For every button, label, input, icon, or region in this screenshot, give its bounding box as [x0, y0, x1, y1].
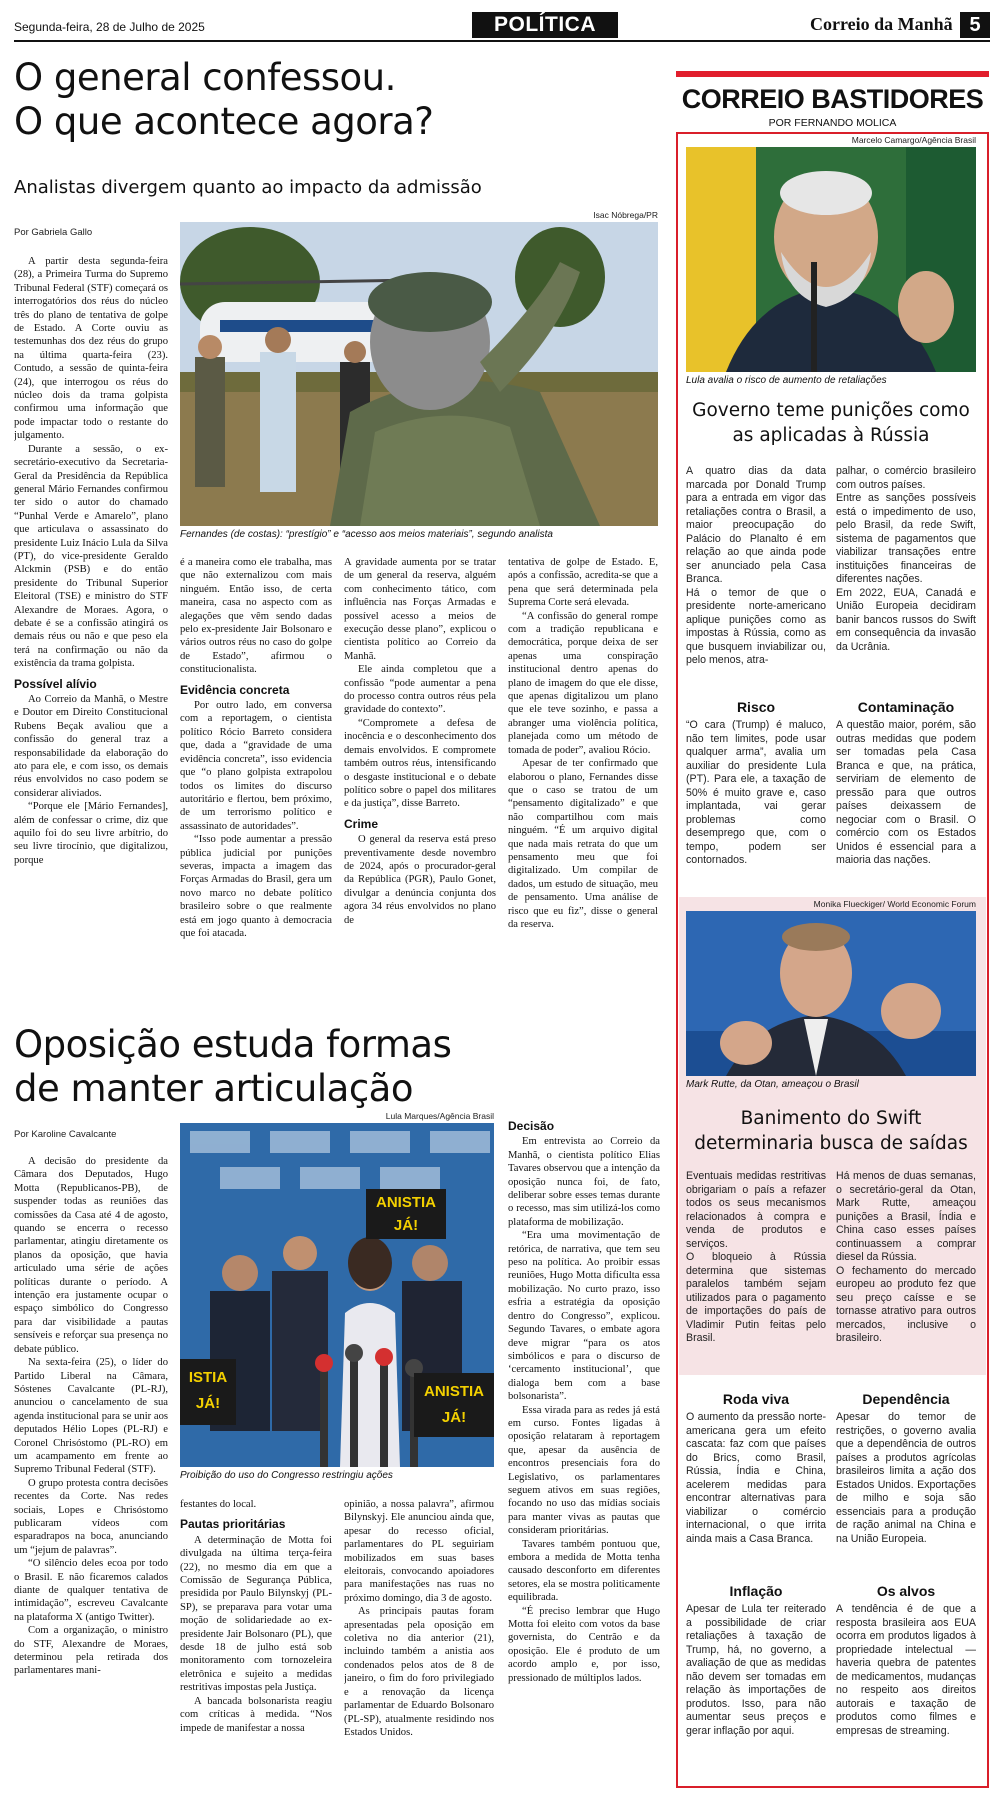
article2-column-4 — [508, 1120, 660, 1788]
subheading: Possível alívio — [14, 676, 97, 691]
article1-subtitle: Analistas divergem quanto ao impacto da admissão — [14, 177, 482, 198]
sidebar-photo2-caption: Mark Rutte, da Otan, ameaçou o Brasil — [686, 1079, 859, 1090]
paragraph: Por outro lado, em conversa com a reportagem, o cientista político Rócio Barreto considera que, dada a “gravidade de uma evidência concreta”, isso evidencia que “o plano golpista extrapolou todos os limites do discurso autoritário e flertou, bem próximo, de um terrorismo político e assassinato de autoridades”. — [180, 700, 332, 832]
subheading: Evidência concreta — [180, 682, 290, 697]
paragraph: A determinação de Motta foi divulgada na última terça-feira (22), no mesmo dia em que a Comissão de Segurança Pública, presidida por Paulo Bilynskyj (PL-SP), se preparava para votar uma moção de solidariedade ao ex-presidente Jair Bolsonaro (PL), que desde 18 de julho está sob monitoramento com tornozeleira eletrônica e sujeito a medidas restritivas impostas pela Justiça. — [180, 1534, 332, 1694]
paragraph: “O cara (Trump) é maluco, não tem limites, pode usar qualquer arma”, avalia um auxiliar do presidente Lula (PT). Para ele, a taxação de 50% é muito grave e, caso implantada, vai gerar problemas como desemprego que, com o tempo, podem ser contornados. — [686, 719, 826, 866]
article2-headline-line2: de manter articulação — [14, 1067, 413, 1110]
paragraph: Ele ainda completou que a confissão “pode aumentar a pena do processo contra outros réus pela gravidade do contexto”. — [344, 664, 496, 716]
paragraph: A questão maior, porém, são outras medidas que podem ser tomadas pela Casa Branca e que, na prática, serviriam de elemento de pressão para que outros países deixassem de negociar com o Brasil. O comércio com os Estados Unidos é essencial para a maioria das nações. — [836, 719, 976, 866]
paragraph: Há menos de duas semanas, o secretário-geral da Otan, Mark Rutte, ameaçou punições a Brasil, Índia e China caso esses países continuassem a comprar diesel da Rússia. — [836, 1170, 976, 1263]
sidebar-story2-title: Banimento do Swift determinaria busca de saídas — [694, 1108, 968, 1154]
page-number: 5 — [960, 12, 990, 38]
article2-headline-line1: Oposição estuda formas — [14, 1023, 452, 1066]
sidebar-contaminacao-text — [836, 719, 976, 889]
paragraph: palhar, o comércio brasileiro com outros países. — [836, 465, 976, 491]
sidebar-photo-lula — [686, 147, 976, 372]
sidebar-photo2-credit: Monika Flueckiger/ World Economic Forum — [813, 899, 976, 909]
section-label: POLÍTICA — [472, 12, 618, 38]
protest-sign-right: ANISTIA JÁ! — [424, 1383, 484, 1426]
sidebar-subhead-inflacao: Inflação — [729, 1583, 783, 1599]
paragraph: festantes do local. — [180, 1499, 257, 1510]
sidebar-photo1-caption: Lula avalia o risco de aumento de retaliações — [686, 375, 887, 386]
sidebar-inflacao-text — [686, 1603, 826, 1781]
paragraph: O bloqueio à Rússia determina que sistemas paralelos também sejam utilizados para o pagamento de importações do país de Vladimir Putin feitas pelo Brasil. — [686, 1251, 826, 1344]
subheading: Crime — [344, 816, 379, 831]
paragraph: A tendência é de que a resposta brasileira aos EUA ocorra em produtos ligados à propriedade intelectual — haveria quebra de patentes de medicamentos, mudanças no respeito aos direitos autorais e taxação de produtos como filmes e empresas de streaming. — [836, 1603, 976, 1737]
paragraph: Em entrevista ao Correio da Manhã, o cientista político Elias Tavares observou que a intenção da oposição nunca foi, de fato, deliberar sobre esses temas durante o recesso, mas sim utilizá-los como plataforma de mobilização. — [508, 1136, 660, 1228]
paragraph: “A confissão do general rompe com a tradição republicana e democrática, porque deixa de ser apenas uma conspiração institucional dentro apenas do plano de imagem do que ele disse, que apenas digitalizou um plano que ele teve sozinho, e passa a abranger uma violência política, planejada como um método de tomada de poder”, avaliou Rócio. — [508, 610, 658, 756]
paragraph: O general da reserva está preso preventivamente desde novembro de 2024, após o procurador-geral da República (PGR), Paulo Gonet, divulgar a denúncia conjunta dos agora 34 réus envolvidos no plano de — [344, 834, 496, 926]
article1-headline-line2: O que acontece agora? — [14, 100, 434, 143]
article2-byline: Por Karoline Cavalcante — [14, 1129, 117, 1140]
paragraph: A decisão do presidente da Câmara dos Deputados, Hugo Motta (Republicanos-PB), de suspender todas as reuniões das comissões da Casa até 4 de agosto, quando se encerra o recesso parlamentar, atingiu diretamente os planos da oposição, que havia articulado uma série de ações políticas durante o período. A intenção era justamente ocupar o espaço simbólico do Congresso para dar visibilidade a pautas sensíveis e reforçar sua presença no debate público. — [14, 1156, 168, 1355]
paragraph: Apesar de ter confirmado que elaborou o plano, Fernandes disse que o caso se tratou de um “pensamento digitalizado” e que não compartilhou com mais ninguém. “É um arquivo digital que nada mais retrata do que um pensamento meu que foi digitalizado. Um compilar de dados, um estudo de situação, meu de pensamento. Uma análise de risco que eu fiz”, disse o general da reserva. — [508, 758, 658, 930]
paragraph: “Porque ele [Mário Fernandes], além de confessar o crime, diz que aquilo foi do seu livre arbítrio, do seu livre tirocínio, que digitalizou, porque — [14, 801, 168, 866]
article1-photo-caption: Fernandes (de costas): “prestígio” e “acesso aos meios materiais”, segundo analista — [180, 529, 553, 540]
article1-column-4 — [508, 556, 658, 1004]
paragraph: O aumento da pressão norte-americana gera um efeito cascata: faz com que países do Brics, como Brasil, Rússia, Índia e China, acelerem medidas para encontrar alternativas para viabilizar o comércio internacional, o que irrita ainda mais a Casa Branca. — [686, 1411, 826, 1545]
paragraph: “O silêncio deles ecoa por todo o Brasil. E não ficaremos calados diante de qualquer tentativa de intimidação”, escreveu Cavalcante na plataforma X (antigo Twitter). — [14, 1558, 168, 1623]
paragraph: Eventuais medidas restritivas obrigariam o país a refazer todos os seus mecanismos relacionados à compra e venda de produtos e serviços. — [686, 1170, 826, 1250]
sidebar-subhead-roda-viva: Roda viva — [722, 1391, 790, 1407]
sidebar-subhead-contaminacao: Contaminação — [857, 699, 955, 715]
sidebar-subhead-os-alvos: Os alvos — [876, 1583, 936, 1599]
paragraph: é a maneira como ele trabalha, mas que não externalizou com mais ninguém. Então isso, de certa maneira, casa no aspecto com as alegações que vêm sendo dadas pelo ex-presidente Jair Bolsonaro e vários outros réus no caso do golpe de Estado”, afirmou o constitucionalista. — [180, 557, 332, 676]
paragraph: “É preciso lembrar que Hugo Motta foi eleito com votos da base governista, do Centrão e da oposição. Ele é produto de um acordo amplo e, por isso, pressionado de múltiplos lados. — [508, 1605, 660, 1684]
paragraph: opinião, a nossa palavra”, afirmou Bilynskyj. Ele anunciou ainda que, apesar do recesso oficial, parlamentares do PL seguiriam mobilizados em suas bases eleitorais, convocando apoiadores para manifestações nas ruas no próximo domingo, dia 3 de agosto. — [344, 1499, 494, 1604]
article1-byline: Por Gabriela Gallo — [14, 227, 93, 238]
sidebar-photo-rutte — [686, 911, 976, 1076]
sidebar-title: CORREIO BASTIDORES — [681, 84, 984, 114]
paragraph: Apesar do temor de restrições, o governo avalia que a dependência de outros países a produtos agrícolas brasileiros limita a ação dos Estados Unidos. Exportações de milho e soja são essenciais para a produção de ração animal na China e na União Europeia. — [836, 1411, 976, 1545]
article1-headline-line1: O general confessou. — [14, 56, 396, 99]
page-header — [14, 10, 990, 42]
sidebar-roda-viva-text — [686, 1411, 826, 1581]
paragraph: Com a organização, o ministro do STF, Alexandre de Moraes, determinou pela retirada dos parlamentares mani- — [14, 1625, 168, 1677]
sidebar-author: POR FERNANDO MOLICA — [768, 117, 897, 129]
edition-date: Segunda-feira, 28 de Julho de 2025 — [14, 20, 205, 34]
paragraph: O fechamento do mercado europeu ao produto fez que seu preço caísse e se tornasse atrativo para outros mercados, inclusive o brasileiro. — [836, 1264, 976, 1344]
paragraph: Durante a sessão, o ex-secretário-executivo da Secretaria-Geral da Presidência da República general Mário Fernandes confirmou ter sido o autor do chamado “Punhal Verde e Amarelo”, plano que articulava o assassinato do presidente Luiz Inácio Lula da Silva (PT), do vice-presidente Geraldo Alckmin (PSB) e do então presidente do Tribunal Superior Eleitoral (TSE) e ministro do STF Alexandre de Moraes. Agora, o debate é se a confissão atingirá os demais réus ou não e que peso ela terá na confirmação ou não da existência da trama golpista. — [14, 443, 168, 670]
paragraph: Ao Correio da Manhã, o Mestre e Doutor em Direito Constitucional Rubens Beçak avaliou que a confissão do general traz a responsabilidade da elaboração do ato para ele, e com isso, os demais réus envolvidos no caso podem se considerar aliviados. — [14, 694, 168, 799]
article2-photo-opposition — [180, 1123, 494, 1467]
paragraph: A quatro dias da data marcada por Donald Trump para a entrada em vigor das retaliações contra o Brasil, a maior preocupação do Palácio do Planalto é em relação ao que ainda pode ser anunciado pela Casa Branca. — [686, 465, 826, 585]
paragraph: A partir desta segunda-feira (28), a Primeira Turma do Supremo Tribunal Federal (STF) começará os interrogatórios dos réus do núcleo três do plano de tentativa de golpe de Estado. A Corte ouviu as testemunhas dos dez réus do grupo na última quarta-feira (23). Contudo, a sessão de quinta-feira (24), que interrogou os réus do núcleo dois da trama golpista confirmou uma informação que pode impactar todo o restante do julgamento. — [14, 256, 168, 442]
paragraph: Apesar de Lula ter reiterado a possibilidade de criar retaliações à taxação de Trump, há, no governo, a avaliação de que as medidas não devem ser tomadas em relação às importações de produtos. Isso, para não aumentar seus preços e gerar inflação por aqui. — [686, 1603, 826, 1737]
article2-photo-credit: Lula Marques/Agência Brasil — [385, 1111, 494, 1121]
article2-column-1 — [14, 1155, 168, 1787]
sidebar-story1-column-1 — [686, 465, 826, 691]
sidebar-subhead-dependencia: Dependência — [862, 1391, 950, 1407]
paragraph: A gravidade aumenta por se tratar de um general da reserva, alguém com conhecimento tático, com influência nas Forças Armadas e possível acesso a meios de execução desse plano”, explicou o cientista político ao Correio da Manhã. — [344, 557, 496, 662]
paragraph: tentativa de golpe de Estado. E, após a confissão, acredita-se que a pena que será determinada pela Suprema Corte será elevada. — [508, 557, 658, 609]
paragraph: Na sexta-feira (25), o líder do Partido Liberal na Câmara, Sóstenes Cavalcante (PL-RJ), anunciou o cancelamento de sua agenda institucional para se unir aos deputados Hélio Lopes (PL-RJ) e Coronel Chrisóstomo (PL-RO) em um acampamento em frente ao Supremo Tribunal Federal (STF). — [14, 1357, 168, 1476]
article2-column-2 — [180, 1498, 332, 1788]
newspaper-brand: Correio da Manhã — [810, 14, 953, 34]
subheading: Pautas prioritárias — [180, 1517, 286, 1532]
sidebar-story1-column-2 — [836, 465, 976, 691]
article2-column-3 — [344, 1498, 494, 1788]
sidebar-dependencia-text — [836, 1411, 976, 1581]
sidebar-subhead-risco: Risco — [736, 699, 776, 715]
paragraph: Essa virada para as redes já está em curso. Fontes ligadas à oposição relataram à reportagem que, apesar da ausência de encontros presenciais fora do Legislativo, os parlamentares seguem ativos em suas regiões, focando no uso das mídias sociais para manter vivas as pautas que consideram prioritárias. — [508, 1404, 660, 1537]
article1-headline — [14, 56, 654, 144]
protest-sign-left: ISTIA JÁ! — [188, 1369, 228, 1412]
paragraph: Em 2022, EUA, Canadá e União Europeia decidiram banir bancos russos do Swift em consequência da invasão da Ucrânia. — [836, 586, 976, 653]
sidebar-story2-column-2 — [836, 1170, 976, 1368]
paragraph: O grupo protesta contra decisões recentes da Corte. Nas redes sociais, Lopes e Chrisóstomo publicaram vídeos com esparadrapos na boca, anunciando um “jejum de palavras”. — [14, 1477, 168, 1556]
sidebar-risco-text — [686, 719, 826, 889]
article1-photo-credit: Isac Nóbrega/PR — [593, 210, 658, 220]
paragraph: “Isso pode aumentar a pressão pública judicial por punições severas, impacta a imagem das Forças Armadas do Brasil, gera um novo marco no debate político brasileiro sobre o que realmente está em jogo quanto à democracia que foi atacada. — [180, 834, 332, 939]
article2-photo-caption: Proibição do uso do Congresso restringiu ações — [180, 1470, 393, 1481]
protest-sign-top: ANISTIA JÁ! — [376, 1194, 436, 1234]
sidebar-os-alvos-text — [836, 1603, 976, 1781]
paragraph: “Era uma movimentação de retórica, de narrativa, que tem seu peso na política. Ao proibir essas reuniões, Hugo Motta dificulta essa mobilização. No curto prazo, isso esfria a estratégia da oposição dentro do Congresso”, explicou. Segundo Tavares, o embate agora deve migrar “para os atos simbólicos e para o discurso de ‘cercamento institucional’, que dialoga bem com a base bolsonarista”. — [508, 1230, 660, 1403]
article1-column-2 — [180, 556, 332, 1004]
paragraph: As principais pautas foram apresentadas pela oposição em coletiva no dia anterior (21), incluindo também a anistia aos condenados pelos atos de 8 de janeiro, o fim do foro privilegiado e a renovação da licença parlamentar de Eduardo Bolsonaro (PL-SP), atualmente residindo nos Estados Unidos. — [344, 1606, 494, 1738]
subheading: Decisão — [508, 1120, 555, 1133]
paragraph: Entre as sanções possíveis está o impedimento de uso, pelo Brasil, da rede Swift, sistema de pagamentos que viabilizar transações entre instituições financeiras de diferentes nações. — [836, 492, 976, 585]
sidebar-story2-column-1 — [686, 1170, 826, 1368]
article1-column-1 — [14, 255, 168, 995]
article2-headline — [14, 1023, 654, 1111]
paragraph: Tavares também pontuou que, embora a medida de Motta tenha causado desconforto em diferentes setores, ela se mostra politicamente equilibrada. — [508, 1538, 660, 1604]
paragraph: Há o temor de que o presidente norte-americano aplique punições como as impostas à Rússia, como as que busquem inviabilizar ou, pelo menos, atra- — [686, 586, 826, 666]
paragraph: A bancada bolsonarista reagiu com críticas à medida. “Nos impede de manifestar a nossa — [180, 1695, 332, 1734]
sidebar-accent-bar — [676, 71, 989, 77]
sidebar-photo1-credit: Marcelo Camargo/Agência Brasil — [851, 135, 976, 145]
article1-photo-general-salute — [180, 222, 658, 526]
article1-column-3 — [344, 556, 496, 1004]
sidebar-story1-title: Governo teme punições como as aplicadas à Rússia — [692, 400, 970, 446]
paragraph: “Compromete a defesa de inocência e o desconhecimento dos demais envolvidos. E compromete também outros réus, intensificando o desgaste institucional e o debate político sobre o papel dos militares e da justiça”, disse Barreto. — [344, 717, 496, 810]
